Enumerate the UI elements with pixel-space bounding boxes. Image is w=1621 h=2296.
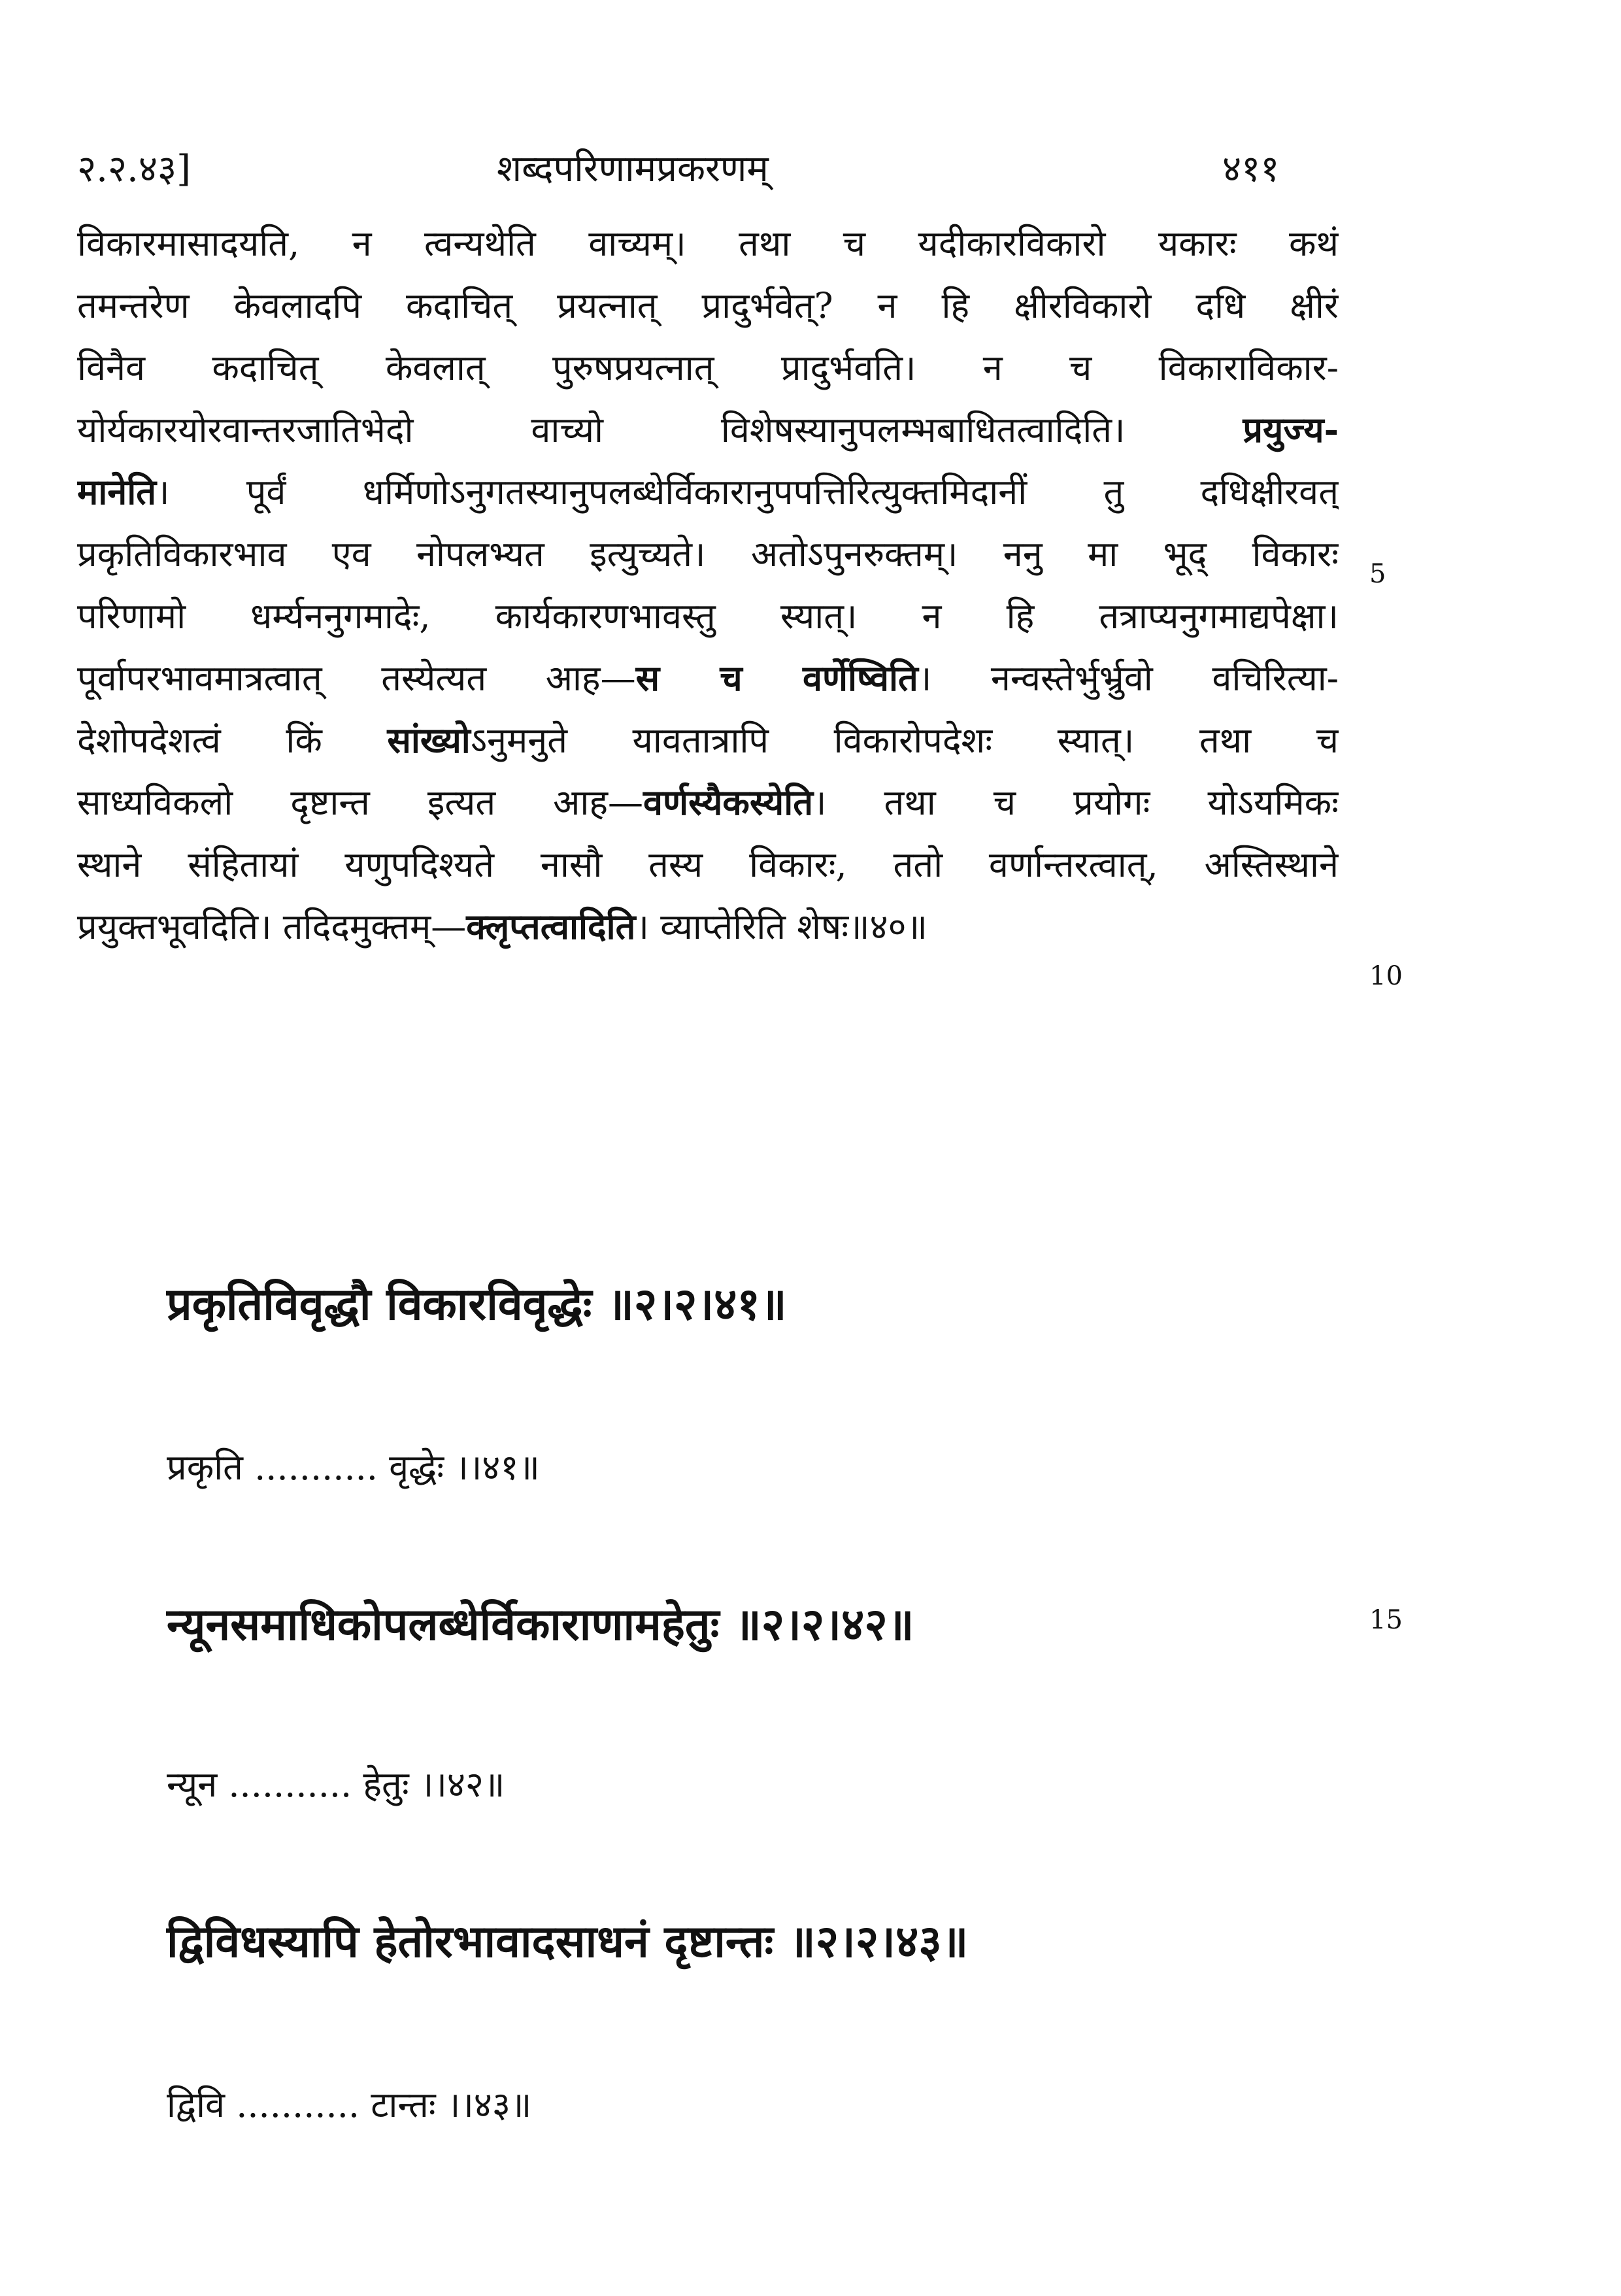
- commentary-line: [77, 461, 1339, 523]
- commentary-line: [77, 212, 1339, 275]
- commentary-line: [77, 275, 1339, 337]
- sutra-heading-41: प्रकृतिविवृद्धौ विकारविवृद्धेः ॥२।२।४१॥: [167, 1278, 787, 1330]
- commentary-text: प्रकृतिविकारभाव एव नोपलभ्यत इत्युच्यते। अतोऽपुनरुक्तम्। ननु मा भूद् विकारः: [77, 533, 1339, 575]
- sutra-heading-42: न्यूनसमाधिकोपलब्धेर्विकाराणामहेतुः ॥२।२।४२॥: [167, 1598, 914, 1651]
- commentary-text: ऽनुमनुते यावतात्रापि विकारोपदेशः स्यात्। तथा च: [470, 720, 1339, 761]
- pratika-bold: मानेति: [77, 471, 157, 513]
- commentary-line: [77, 834, 1339, 896]
- running-head-section-ref: २.२.४३]: [77, 148, 191, 190]
- commentary-text: विनैव कदाचित् केवलात् पुरुषप्रयत्नात् प्रादुर्भवति। न च विकाराविकार-: [77, 347, 1339, 388]
- commentary-text: परिणामो धर्म्यननुगमादेः, कार्यकारणभावस्तु स्यात्। न हि तत्राप्यनुगमाद्यपेक्षा।: [77, 596, 1339, 637]
- commentary-text: पूर्वापरभावमात्रत्वात् तस्येत्यत आह—: [77, 658, 636, 699]
- margin-line-number-15: 15: [1369, 1605, 1403, 1635]
- running-head-title: शब्दपरिणामप्रकरणम्: [497, 148, 769, 190]
- pratika-bold: क्लृप्तत्वादिति: [466, 905, 636, 947]
- page-number: ४११: [1222, 148, 1280, 190]
- commentary-text: । व्याप्तेरिति शेषः॥४०॥: [635, 906, 927, 947]
- commentary-text: । नन्वस्तेर्भुर्भ्रुवो वचिरित्या-: [918, 658, 1339, 699]
- sutra-abbrev-43: द्विवि ........... टान्तः ।।४३॥: [167, 2084, 532, 2125]
- commentary-text: योर्यकारयोरवान्तरजातिभेदो वाच्यो विशेषस्यानुपलम्भबाधितत्वादिति।: [77, 409, 1243, 450]
- commentary-line: [77, 647, 1339, 709]
- commentary-line: [77, 771, 1339, 834]
- commentary-line: [77, 337, 1339, 399]
- commentary-text: । तथा च प्रयोगः योऽयमिकः: [813, 782, 1339, 823]
- commentary-text: देशोपदेशत्वं किं: [77, 720, 388, 761]
- commentary-line: [77, 523, 1339, 585]
- sutra-abbrev-42: न्यून ........... हेतुः ।।४२॥: [167, 1764, 505, 1805]
- commentary-text: प्रयुक्तभूवदिति। तदिदमुक्तम्—: [77, 906, 467, 947]
- pratika-bold: प्रयुज्य-: [1243, 409, 1339, 450]
- pratika-bold: स च वर्णेष्विति: [635, 657, 918, 699]
- commentary-text: विकारमासादयति, न त्वन्यथेति वाच्यम्। तथा च यदीकारविकारो यकारः कथं: [77, 223, 1339, 264]
- sutra-heading-43: द्विविधस्यापि हेतोरभावादसाधनं दृष्टान्तः ॥२।२।४३॥: [167, 1916, 969, 1968]
- margin-line-number-10: 10: [1369, 961, 1403, 991]
- commentary-block: [77, 212, 1339, 958]
- commentary-line: [77, 585, 1339, 647]
- commentary-text: । पूर्वं धर्मिणोऽनुगतस्यानुपलब्धेर्विकारानुपपत्तिरित्युक्तमिदानीं तु दधिक्षीरवत्: [156, 471, 1339, 513]
- commentary-text: स्थाने संहितायां यणुपदिश्यते नासौ तस्य विकारः, ततो वर्णान्तरत्वात्, अस्तिस्थाने: [77, 844, 1339, 885]
- commentary-line: [77, 709, 1339, 771]
- commentary-text: साध्यविकलो दृष्टान्त इत्यत आह—: [77, 782, 644, 823]
- commentary-text: तमन्तरेण केवलादपि कदाचित् प्रयत्नात् प्रादुर्भवेत्? न हि क्षीरविकारो दधि क्षीरं: [77, 285, 1339, 326]
- pratika-bold: वर्णस्यैकस्येति: [643, 781, 813, 823]
- commentary-line: [77, 399, 1339, 461]
- margin-line-number-5: 5: [1369, 559, 1386, 589]
- pratika-bold: सांख्यो: [387, 719, 471, 761]
- sutra-abbrev-41: प्रकृति ........... वृद्धेः ।।४१॥: [167, 1447, 540, 1488]
- commentary-line: [77, 896, 1339, 958]
